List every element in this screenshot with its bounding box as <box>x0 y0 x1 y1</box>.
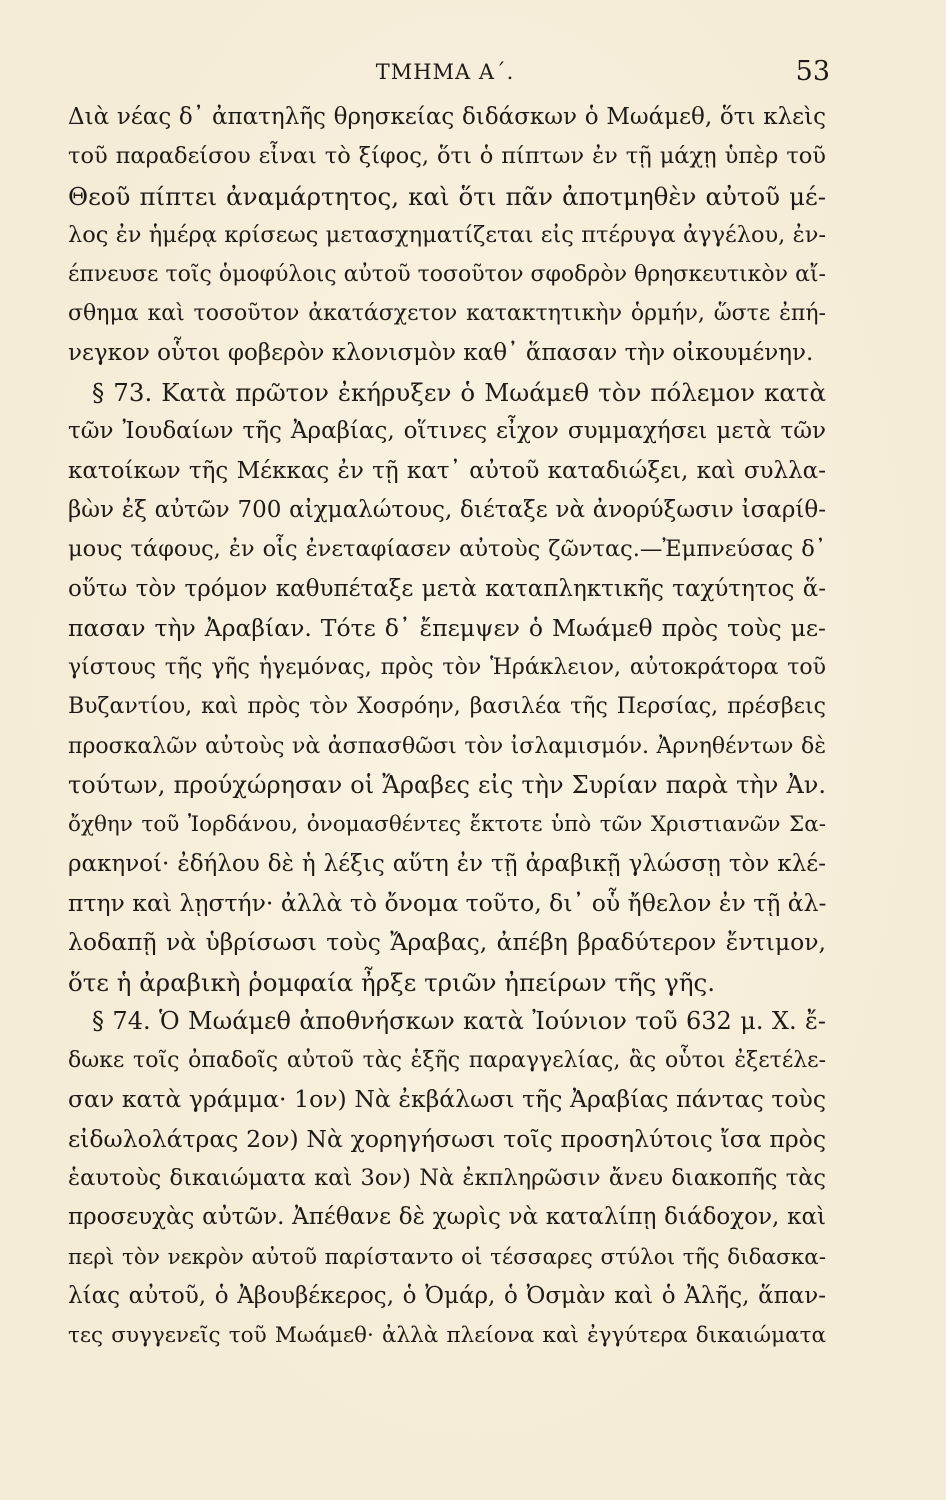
text-line: ὅτε ἡ ἀραβικὴ ῥομφαία ἦρξε τριῶν ἠπείρων τῆς γῆς. <box>68 967 716 997</box>
text-line: λοδαπῇ νὰ ὑβρίσωσι τοὺς Ἄραβας, ἀπέβη βραδύτερον ἔντιμον, <box>68 928 826 957</box>
text-line: λος ἐν ἡμέρᾳ κρίσεως μετασχηματίζεται εἰς πτέρυγα ἀγγέλου, ἐν- <box>68 221 826 248</box>
text-line: νεγκον οὗτοι φοβερὸν κλονισμὸν καθ᾿ ἅπασαν τὴν οἰκουμένην. <box>68 339 814 366</box>
text-line: εἰδωλολάτρας 2ον) Νὰ χορηγήσωσι τοῖς προσηλύτοις ἴσα πρὸς <box>68 1124 826 1153</box>
page-number: 53 <box>795 56 830 87</box>
text-line: προσκαλῶν αὐτοὺς νὰ ἀσπασθῶσι τὸν ἰσλαμισμόν. Ἀρνηθέντων δὲ <box>68 733 826 759</box>
text-line: λίας αὐτοῦ, ὁ Ἀβουβέκερος, ὁ Ὀμάρ, ὁ Ὀσμὰν καὶ ὁ Ἀλῆς, ἅπαν- <box>68 1282 826 1309</box>
text-line: τῶν Ἰουδαίων τῆς Ἀραβίας, οἵτινες εἶχον συμμαχήσει μετὰ τῶν <box>68 418 826 445</box>
section-start-74: § 74. Ὁ Μωάμεθ ἀποθνήσκων κατὰ Ἰούνιον τοῦ 632 μ. Χ. ἔ- <box>92 1006 826 1035</box>
text-line: περὶ τὸν νεκρὸν αὐτοῦ παρίσταντο οἱ τέσσαρες στύλοι τῆς διδασκα- <box>68 1244 826 1270</box>
text-line: τούτων, προύχώρησαν οἱ Ἄραβες εἰς τὴν Συρίαν παρὰ τὴν Ἀν. <box>68 771 826 800</box>
text-line: ἑαυτοὺς δικαιώματα καὶ 3ον) Νὰ ἐκπληρῶσιν ἄνευ διακοπῆς τὰς <box>68 1165 826 1192</box>
text-line: μους τάφους, ἐν οἷς ἐνεταφίασεν αὐτοὺς ζῶντας.—Ἐμπνεύσας δ᾿ <box>68 536 826 563</box>
text-line: ὄχθην τοῦ Ἰορδάνου, ὀνομασθέντες ἔκτοτε ὑπὸ τῶν Χριστιανῶν Σα- <box>68 812 826 838</box>
text-line: Θεοῦ πίπτει ἀναμάρτητος, καὶ ὅτι πᾶν ἀποτμηθὲν αὐτοῦ μέ- <box>68 181 826 211</box>
text-line: τες συγγενεῖς τοῦ Μωάμεθ· ἀλλὰ πλείονα καὶ ἐγγύτερα δικαιώματα <box>68 1323 826 1349</box>
section-start-73: § 73. Κατὰ πρῶτον ἐκήρυξεν ὁ Μωάμεθ τὸν πόλεμον κατὰ <box>92 378 826 408</box>
text-line: Διὰ νέας δ᾿ ἀπατηλῆς θρησκείας διδάσκων ὁ Μωάμεθ, ὅτι κλεὶς <box>68 104 826 130</box>
text-line: Βυζαντίου, καὶ πρὸς τὸν Χοσρόην, βασιλέα τῆς Περσίας, πρέσβεις <box>68 694 826 720</box>
text-line: τοῦ παραδείσου εἶναι τὸ ξίφος, ὅτι ὁ πίπτων ἐν τῇ μάχῃ ὑπὲρ τοῦ <box>68 143 826 170</box>
body-text <box>68 98 826 1356</box>
text-line: προσευχὰς αὐτῶν. Ἀπέθανε δὲ χωρὶς νὰ καταλίπῃ διάδοχον, καὶ <box>68 1204 826 1231</box>
text-line: γίστους τῆς γῆς ἡγεμόνας, πρὸς τὸν Ἡράκλειον, αὐτοκράτορα τοῦ <box>68 655 826 681</box>
running-head: ΤΜΗΜΑ Α΄. <box>375 60 515 84</box>
text-line: βὼν ἐξ αὐτῶν 700 αἰχμαλώτους, διέταξε νὰ ἀνορύξωσιν ἰσαρίθ- <box>68 496 826 523</box>
text-line: κατοίκων τῆς Μέκκας ἐν τῇ κατ᾿ αὐτοῦ καταδιώξει, καὶ συλλα- <box>68 457 826 484</box>
text-line: έπνευσε τοῖς ὁμοφύλοις αὐτοῦ τοσοῦτον σφοδρὸν θρησκευτικὸν αἴ- <box>68 262 826 288</box>
text-line: ρακηνοί· ἐδήλου δὲ ἡ λέξις αὕτη ἐν τῇ ἀραβικῇ γλώσσῃ τὸν κλέ- <box>68 850 826 877</box>
text-line: σαν κατὰ γράμμα· 1ον) Νὰ ἐκβάλωσι τῆς Ἀραβίας πάντας τοὺς <box>68 1085 826 1114</box>
page-header <box>60 56 830 86</box>
text-line: σθημα καὶ τοσοῦτον ἀκατάσχετον κατακτητικὴν ὁρμήν, ὥστε ἐπή- <box>68 301 826 327</box>
text-line: πασαν τὴν Ἀραβίαν. Τότε δ᾿ ἔπεμψεν ὁ Μωάμεθ πρὸς τοὺς με- <box>68 613 826 642</box>
text-line: δωκε τοῖς ὀπαδοῖς αὐτοῦ τὰς ἑξῆς παραγγελίας, ἃς οὗτοι ἐξετέλε- <box>68 1048 826 1074</box>
text-line: πτην καὶ λῃστήν· ἀλλὰ τὸ ὄνομα τοῦτο, δι᾿ οὗ ἤθελον ἐν τῇ ἀλ- <box>68 888 827 917</box>
text-line: οὕτω τὸν τρόμον καθυπέταξε μετὰ καταπληκτικῆς ταχύτητος ἅ- <box>68 575 826 602</box>
